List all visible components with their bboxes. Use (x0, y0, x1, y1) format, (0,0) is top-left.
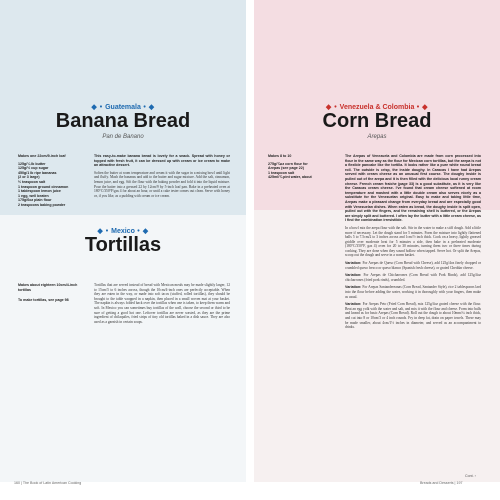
banana-method: Soften the butter at room temperature and cream it with the sugar in a mixing bowl until light and fluffy. Mash the bananas and add to the butter and sugar mixture. Add the salt, cinnamon, lemon juice, and egg. Sift the flour with the baking powder and fold it into the liquid mixture. Pour the batter into a greased 22 by 12cm/9 by 5-inch loaf pan. Bake in a preheated oven at 180°C/350°F/gas 4 for about an hour, or until a cake tester comes out clean. Serve with honey or, if you like, as a pudding with cream or ice cream. (94, 170, 230, 198)
banana-ingredients (18, 154, 90, 208)
ingredient-item: 2 teaspoons baking powder (18, 202, 66, 207)
ingredient-item: 1 teaspoon ground cinnamon (18, 184, 69, 189)
tortillas-notes (18, 283, 90, 303)
right-footer: Breads and Desserts | 197 (420, 481, 463, 485)
ingredient-item: Arepas (see page 22) (268, 166, 304, 171)
tortillas-title: Tortillas (84, 234, 162, 256)
ingredient-item: 450g/1 lb ripe bananas (18, 170, 57, 175)
tortillas-text (94, 283, 230, 327)
corn-variation: Variation: For Arepas de Chicharrones (Corn Bread with Pork Rinds), add 125g/4oz chicharrones (fried pork rinds), crumbled. (345, 273, 482, 282)
banana-subtitle: Pan de Banano (102, 134, 144, 140)
banana-yield: Makes one 22cm/9-inch loaf (18, 154, 66, 158)
continued-label: Cont. › (465, 474, 476, 478)
left-footer: 160 | The Book of Latin American Cooking (14, 481, 82, 485)
banana-country-label: ◆ • Guatemala • ◆ (91, 104, 155, 111)
banana-title: Banana Bread (55, 110, 191, 132)
banana-text (94, 154, 230, 201)
tortillas-yield: Makes about eighteen 10cm/4-inch tortillas (18, 283, 78, 292)
ingredient-item: 175g/6oz plain flour (18, 198, 52, 203)
ingredient-item: 425ml/¾ pint water, about (268, 175, 312, 180)
ingredient-item: 275g/¾oz corn flour for (268, 161, 308, 166)
corn-title: Corn Bread (322, 110, 432, 132)
diamond-icon: ◆ • (325, 104, 340, 111)
corn-subtitle: Arepas (367, 134, 387, 140)
corn-variation: Variation: For Arepas Santandereanas (Corn Bread, Santander Style), rice 2 tablespoons lard into the flour before adding the water, working it in thoroughly with your fingers, then make as usual. (345, 285, 481, 299)
corn-country-label: ◆ • Venezuela & Colombia • ◆ (325, 104, 429, 111)
corn-method: In a bowl mix the arepa flour with the salt. Stir in the water to make a stiff dough. Add a little more if necessary. Let the dough stand for 5 minutes. Form the mixture into lightly flattened balls 5 to 7.5cm/2 to 3 inches across and 1cm/½ inch thick. Cook on a heavy, lightly greased griddle over moderate heat for 5 minutes a side, then bake in a preheated moderate (180°C/350°F, gas 4) oven for 20 to 30 minutes, turning them two or three times during cooking. They are done when they sound hollow when tapped. Serve hot. Or split the Arepas, scoop out the dough and serve in a warm basket. (345, 225, 481, 258)
ingredient-item: 125g/¼ lb butter (18, 161, 46, 166)
corn-ingredients (268, 154, 340, 180)
corn-variation: Variation: For Arepas de Queso (Corn Bread with Cheese), add 125g/4oz finely chopped or crumbled queso fresco or queso blanco (Spanish fresh cheese), or grated Cheddar cheese. (345, 261, 481, 270)
diamond-icon: • ◆ (414, 104, 429, 111)
ingredient-item: 125g/½ cup sugar (18, 166, 49, 171)
ingredient-item: 1 egg, well beaten (18, 193, 49, 198)
diamond-icon: ◆ • (97, 228, 112, 235)
diamond-icon: • ◆ (140, 104, 155, 111)
banana-intro: This easy-to-make banana bread is lovely for a snack. Spread with honey or topped with fresh fruit, it can be dressed up with cream or ice cream to make an attractive dessert. (94, 154, 230, 168)
ingredient-item: (2 or 3 large) (18, 175, 40, 180)
corn-variation: Variation: For Arepas Peto (Fried Corn Bread), mix 125g/4oz grated cheese with the flour. Beat an egg yolk with the water and salt, and mix it with the flour and cheese. Form into balls and knead as for basic Arepas (Corn Bread). Roll out the dough to about 10mm/¼ inch thick, and cut into 8 or 10cm/3 or 4 inch rounds. Fry in deep fat, drain on paper towels. These may be made smaller, about 4cm/1½ inches in diameter, and served as an accompaniment to drinks. (345, 302, 481, 330)
corn-intro: The Arepas of Venezuela and Colombia are made from corn processed into flour in the same way as the flour for Mexican corn tortillas, but the arepa is not a flexible pancake like the tortilla. It looks rather like a pure white round bread roll. The outside is crisp, the inside doughy. In Caracas I have had Arepas served with cream cheese as an unusual first course. The doughy inside is pulled out of the arepa and it is then filled with the delicious local runny cream cheese. French cream fraiche (page 33) is a good substitute, as it is very like the Caracas cream cheese. I've found that cream cheese softened at room temperature and mashed with a little double cream also serves nicely as a substitute for the Venezuelan original. Easy to make and taking little time, Arepas make a pleasant change from everyday bread and are especially good with Venezuelan dishes. When eaten as bread, the doughy inside is spilt open, pulled out with the fingers, and the remaining shell is buttered, or the Arepas are simply split and buttered. I often lay the butter with a little cream cheese, as I find the combination irresistible. (345, 154, 481, 223)
corn-yield: Makes 8 to 10 (268, 154, 292, 158)
ingredient-item: ½ teaspoon salt (18, 179, 46, 184)
tortillas-see-page: To make tortillas, see page 98 (18, 298, 69, 303)
diamond-icon: • ◆ (134, 228, 149, 235)
ingredient-item: 1 teaspoon salt (268, 170, 295, 175)
corn-text (345, 154, 481, 333)
tortillas-method: Tortillas that are served instead of bread with Mexican meals may be made slightly larger, 12 to 15cm/5 to 6 inches across, though the 10cm/4-inch ones are perfectly acceptable. When they are eaten in the way, or made into soft tacos (stuffed, rolled tortillas), they should be brought to the table wrapped in a napkin, then placed in a small woven mat at your basket. The napkin is always folded back over the tortillas when one is taken, to keep them warm and soft. In Mexico you can sometimes buy tortillas of the wall, choose the second or third to be sure of getting a good hot one. Leftover tortillas are never wasted, as they are the prime ingredient of chilaquiles, fried strips of tiny old tortillas baked in a dish sauce. They are also used as a garnish in certain soups. (94, 283, 230, 324)
diamond-icon: ◆ • (91, 104, 106, 111)
page-gutter (246, 0, 254, 500)
tortillas-country-label: ◆ • Mexico • ◆ (97, 228, 149, 235)
ingredient-item: 1 tablespoon lemon juice (18, 189, 61, 194)
